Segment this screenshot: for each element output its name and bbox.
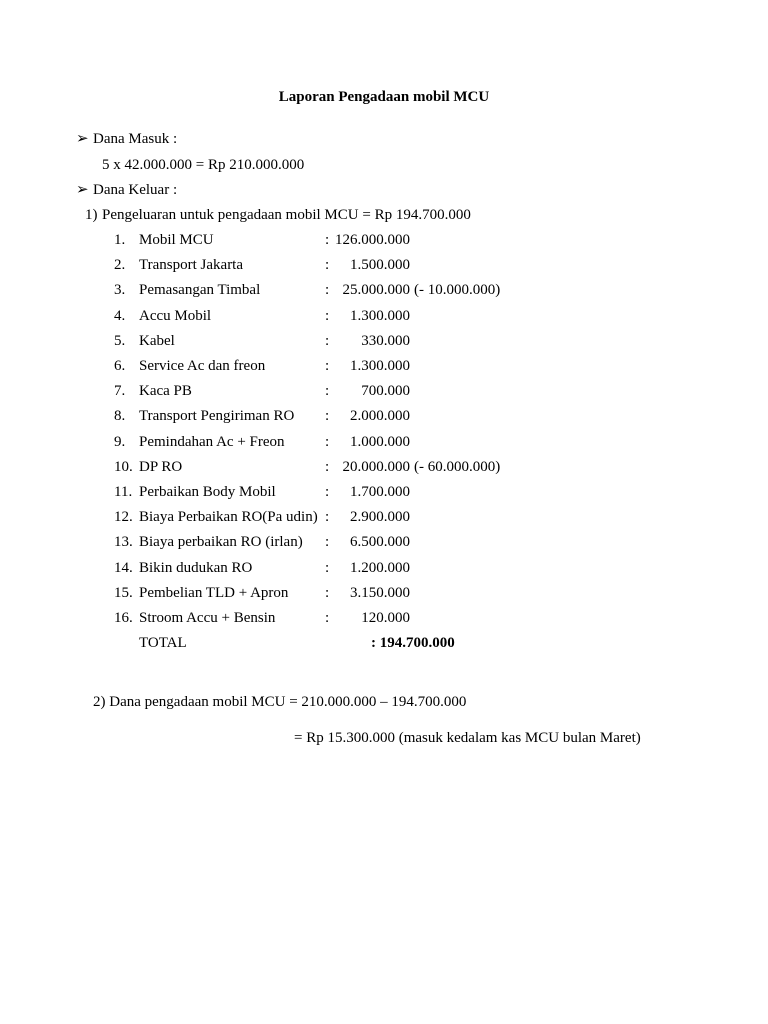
- expense-row: [0, 559, 768, 577]
- expense-name: Pemindahan Ac + Freon: [139, 433, 285, 450]
- expense-colon: :: [325, 458, 330, 475]
- expense-number: 14.: [114, 559, 133, 576]
- document-title: Laporan Pengadaan mobil MCU: [278, 89, 490, 105]
- expense-number: 11.: [114, 484, 133, 500]
- expense-number: 3.: [114, 282, 126, 299]
- expense-row: [0, 307, 768, 325]
- expense-number: 2.: [114, 257, 126, 274]
- expense-colon: :: [325, 433, 330, 450]
- expense-number: 10.: [114, 458, 133, 475]
- expense-note: (- 10.000.000): [414, 282, 501, 299]
- expense-amount: 20.000.000: [342, 458, 410, 475]
- expense-name: Biaya Perbaikan RO(Pa udin): [139, 509, 318, 526]
- expense-name: Perbaikan Body Mobil: [139, 484, 276, 500]
- expense-number: 15.: [114, 584, 133, 601]
- expense-amount: 2.000.000: [350, 408, 410, 425]
- expense-name: Mobil MCU: [139, 232, 214, 248]
- expense-name: Pembelian TLD + Apron: [139, 584, 289, 601]
- expense-colon: :: [325, 534, 330, 551]
- expense-name: Transport Pengiriman RO: [139, 408, 295, 425]
- expense-row: [0, 407, 768, 425]
- expense-row: [0, 256, 768, 274]
- expense-number: 9.: [114, 433, 126, 450]
- expense-colon: :: [325, 509, 330, 526]
- expense-amount: 1.300.000: [350, 307, 410, 324]
- expense-row: [0, 584, 768, 602]
- expense-name: Accu Mobil: [139, 307, 212, 324]
- expense-colon: :: [325, 332, 330, 349]
- expense-amount: 2.900.000: [350, 509, 410, 526]
- expense-amount: 1.200.000: [350, 559, 410, 576]
- total-value: : 194.700.000: [371, 635, 455, 651]
- expense-note: (- 60.000.000): [414, 458, 501, 475]
- expense-number: 8.: [114, 408, 126, 425]
- expense-number: 13.: [114, 534, 133, 551]
- expense-name: Biaya perbaikan RO (irlan): [139, 534, 303, 551]
- expense-row: [0, 508, 768, 526]
- expense-row: [0, 458, 768, 476]
- expense-amount: 1.000.000: [350, 433, 410, 450]
- expense-name: DP RO: [139, 458, 183, 475]
- expense-row: [0, 433, 768, 451]
- expense-amount: 1.500.000: [350, 257, 410, 274]
- dana-pengadaan-line1: 2) Dana pengadaan mobil MCU = 210.000.000 – 194.700.000: [93, 694, 467, 710]
- expense-name: Bikin dudukan RO: [139, 559, 253, 576]
- expense-row: [0, 231, 768, 249]
- dana-keluar-line: [76, 181, 177, 199]
- expense-amount: 700.000: [361, 383, 410, 400]
- expense-row: [0, 357, 768, 375]
- expense-colon: :: [325, 257, 330, 274]
- expense-colon: :: [325, 610, 330, 626]
- dana-pengadaan-line2: = Rp 15.300.000 (masuk kedalam kas MCU bulan Maret): [294, 730, 641, 746]
- expense-amount: 3.150.000: [350, 584, 410, 601]
- expense-colon: :: [325, 282, 330, 299]
- expense-name: Kabel: [139, 332, 175, 349]
- expense-amount: 1.700.000: [350, 484, 410, 500]
- expense-row: [0, 281, 768, 299]
- arrow-bullet-icon: ➢: [76, 131, 89, 147]
- expense-colon: :: [325, 307, 330, 324]
- expense-amount: 1.300.000: [350, 358, 410, 374]
- dana-masuk-calc: 5 x 42.000.000 = Rp 210.000.000: [102, 157, 305, 173]
- expense-name: Stroom Accu + Bensin: [139, 610, 276, 626]
- expense-number: 7.: [114, 383, 126, 400]
- expense-row: [0, 382, 768, 400]
- expense-row: [0, 332, 768, 350]
- total-row: [0, 634, 768, 652]
- dana-masuk-label: Dana Masuk :: [93, 131, 178, 147]
- expense-name: Service Ac dan freon: [139, 358, 266, 374]
- expense-name: Transport Jakarta: [139, 257, 244, 274]
- expense-amount: 330.000: [361, 332, 410, 349]
- expense-colon: :: [325, 408, 330, 425]
- pengeluaran-number: 1): [85, 207, 98, 223]
- expense-number: 4.: [114, 307, 126, 324]
- dana-keluar-label: Dana Keluar :: [93, 182, 178, 198]
- expense-name: Kaca PB: [139, 383, 192, 400]
- dana-masuk-line: [76, 130, 177, 148]
- expense-amount: 6.500.000: [350, 534, 410, 551]
- expense-colon: :: [325, 383, 330, 400]
- expense-colon: :: [325, 358, 330, 374]
- total-label: TOTAL: [139, 635, 187, 651]
- expense-number: 5.: [114, 332, 126, 349]
- expense-colon: :: [325, 484, 330, 500]
- expense-row: [0, 609, 768, 627]
- expense-row: [0, 483, 768, 501]
- expense-number: 12.: [114, 509, 133, 526]
- expense-number: 1.: [114, 232, 126, 248]
- arrow-bullet-icon: ➢: [76, 182, 89, 198]
- expense-colon: :: [325, 584, 330, 601]
- expense-colon: :: [325, 232, 330, 248]
- pengeluaran-heading: Pengeluaran untuk pengadaan mobil MCU = Rp 194.700.000: [102, 207, 471, 223]
- expense-colon: :: [325, 559, 330, 576]
- expense-row: [0, 533, 768, 551]
- expense-amount: 126.000.000: [335, 232, 410, 248]
- expense-amount: 120.000: [361, 610, 410, 626]
- expense-number: 6.: [114, 358, 126, 374]
- expense-name: Pemasangan Timbal: [139, 282, 261, 299]
- expense-amount: 25.000.000: [342, 282, 410, 299]
- expense-number: 16.: [114, 610, 133, 626]
